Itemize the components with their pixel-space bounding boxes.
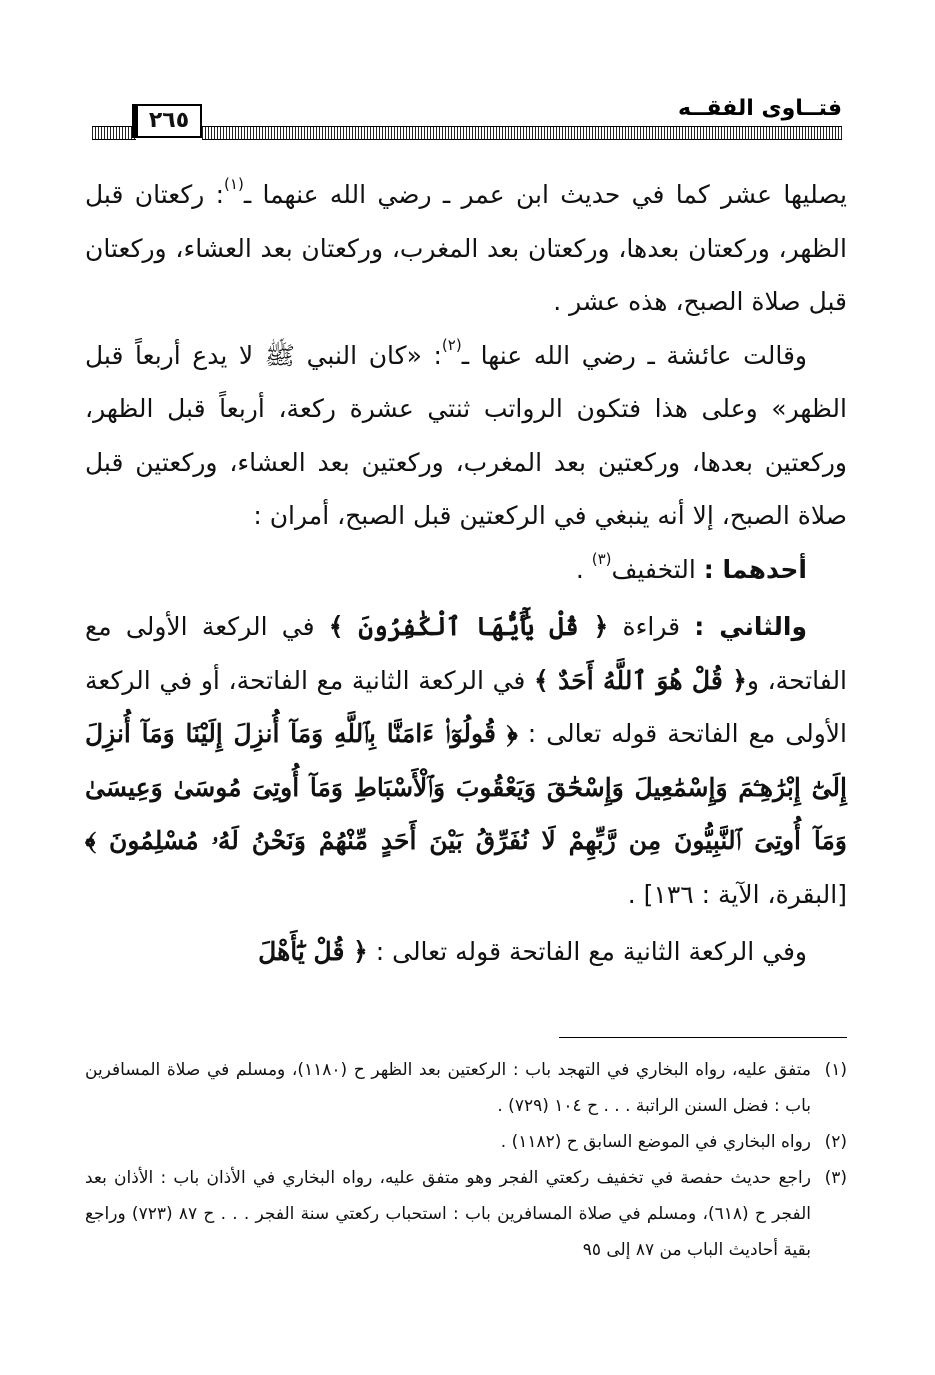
quran-verse-kafirun: ﴿ قُلْ يَٰٓأَيُّهَا ٱلْكَٰفِرُونَ ﴾ [328, 612, 609, 641]
quran-verse-baqarah: ﴿ قُولُوٓا۟ ءَامَنَّا بِٱللَّهِ وَمَآ أُنزِلَ إِلَيْنَا وَمَآ أُنزِلَ إِلَىٰٓ إِبْرَٰهِـۧمَ وَإِسْمَٰعِيلَ وَإِسْحَٰقَ وَيَعْقُوبَ وَٱلْأَسْبَاطِ وَمَآ أُوتِىَ مُوسَىٰ وَعِيسَىٰ وَمَآ أُوتِىَ ٱلنَّبِيُّونَ مِن رَّبِّهِمْ لَا نُفَرِّقُ بَيْنَ أَحَدٍ مِّنْهُمْ وَنَحْنُ لَهُۥ مُسْلِمُونَ ﴾ [85, 719, 847, 855]
footnotes [85, 1052, 847, 1268]
first-label: أحدهما : [703, 554, 807, 584]
paragraph-4: وفي الركعة الثانية مع الفاتحة قوله تعالى : ﴿ قُلْ يَٰٓأَهْلَ [258, 937, 807, 966]
footnote-number: (١) [824, 1060, 847, 1080]
footnote-2 [85, 1124, 847, 1160]
header-ornament-band [202, 126, 842, 140]
footnote-ref-1[interactable]: (١) [224, 175, 244, 193]
paragraph-first-matter: أحدهما : التخفيف$^{(٣)}$ . [575, 549, 807, 584]
footnote-text: رواه البخاري في الموضع السابق ح (١١٨٢) . [500, 1132, 811, 1152]
footnote-number: (٢) [824, 1132, 847, 1152]
quran-verse-ikhlas: ﴿ قُلْ هُوَ ٱللَّهُ أَحَدٌ ﴾ [534, 665, 747, 695]
footnote-ref-3[interactable]: (٣) [591, 549, 612, 568]
paragraph-1: يصليها عشر كما في حديث ابن عمر ـ رضي الله عنهما ـ$^{(١)}$: ركعتان قبل الظهر، وركعتان بعدها، وركعتان بعد المغرب، وركعتان بعد العشاء، وركعتان قبل صلاة الصبح، هذه عشر . [85, 175, 847, 316]
second-label: والثاني : [694, 612, 807, 641]
footnote-1 [85, 1052, 847, 1124]
paragraph-second-matter: والثاني : قراءة ﴿ قُلْ يَٰٓأَيُّهَا ٱلْكَٰفِرُونَ ﴾ في الركعة الأولى مع الفاتحة، و﴿ قُلْ هُوَ ٱللَّهُ أَحَدٌ ﴾ في الركعة الثانية مع الفاتحة، أو في الركعة الأولى مع الفاتحة قوله تعالى : ﴿ قُولُوٓا۟ ءَامَنَّا بِٱللَّهِ وَمَآ أُنزِلَ إِلَيْنَا وَمَآ أُنزِلَ إِلَىٰٓ إِبْرَٰهِـۧمَ وَإِسْمَٰعِيلَ وَإِسْحَٰقَ وَيَعْقُوبَ وَٱلْأَسْبَاطِ وَمَآ أُوتِىَ مُوسَىٰ وَعِيسَىٰ وَمَآ أُوتِىَ ٱلنَّبِيُّونَ مِن رَّبِّهِمْ لَا نُفَرِّقُ بَيْنَ أَحَدٍ مِّنْهُمْ وَنَحْنُ لَهُۥ مُسْلِمُونَ ﴾ [البقرة، الآية : ١٣٦] . [85, 612, 848, 909]
verse-citation: [البقرة، الآية : ١٣٦] . [627, 879, 847, 909]
paragraph-2: وقالت عائشة ـ رضي الله عنها ـ$^{(٢)}$: «كان النبي ﷺ لا يدع أربعاً قبل الظهر» وعلى هذا فتكون الرواتب ثنتي عشرة ركعة، أربعاً قبل الظهر، وركعتين بعدها، وركعتين بعد المغرب، وركعتين بعد العشاء، وركعتين قبل صلاة الصبح، إلا أنه ينبغي في الركعتين قبل الصبح، أمران : [85, 335, 847, 530]
main-text [85, 168, 847, 979]
footnote-text: راجع حديث حفصة في تخفيف ركعتي الفجر وهو متفق عليه، رواه البخاري في الأذان باب : الأذان بعد الفجر ح (٦١٨)، ومسلم في صلاة المسافرين باب : استحباب ركعتي سنة الفجر . . . ح ٨٧ (٧٢٣) وراجع بقية أحاديث الباب من ٨٧ إلى ٩٥ [85, 1168, 811, 1260]
footnote-3 [85, 1160, 847, 1268]
quran-verse-ahl: ﴿ قُلْ يَٰٓأَهْلَ [258, 937, 368, 966]
page-number: ٢٦٥ [136, 104, 202, 138]
footnote-text: متفق عليه، رواه البخاري في التهجد باب : الركعتين بعد الظهر ح (١١٨٠)، ومسلم في صلاة المسافرين باب : فضل السنن الراتبة . . . ح ١٠٤ (٧٢٩) . [85, 1060, 811, 1116]
page-header [92, 96, 842, 144]
running-title: فتــاوى الفقــه [677, 96, 842, 121]
footnote-number: (٣) [824, 1168, 847, 1188]
header-ornament-left [92, 126, 136, 140]
footnote-ref-2[interactable]: (٢) [441, 335, 462, 354]
footnote-divider [559, 1037, 847, 1038]
